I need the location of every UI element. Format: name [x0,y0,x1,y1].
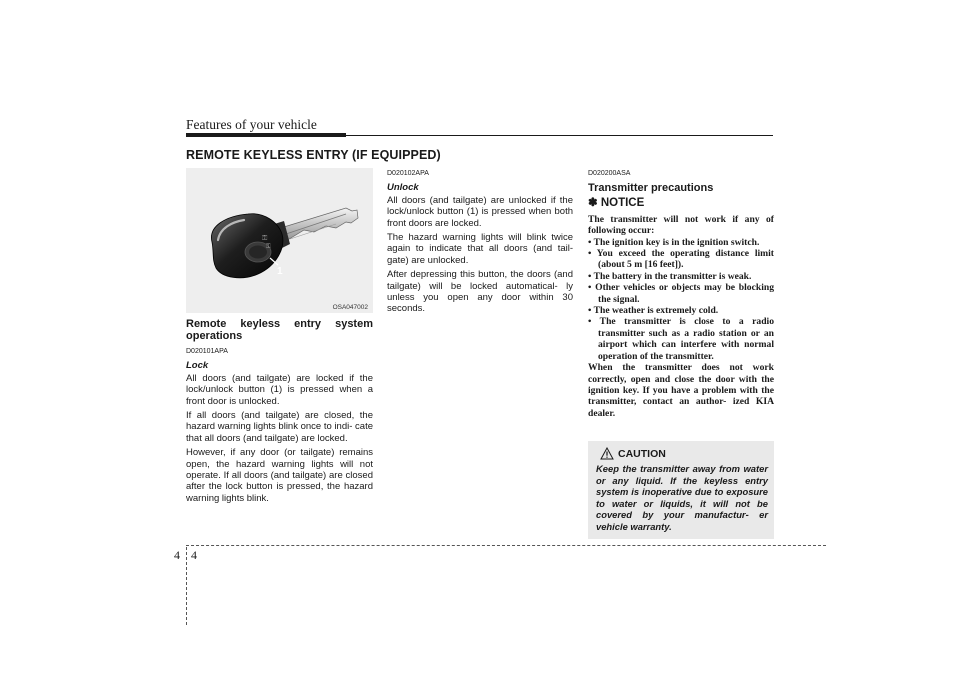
chapter-title: Features of your vehicle [186,117,317,132]
notice-outro: When the transmitter does not work correctly, open and close the door with the ignition key. If you have a problem with the transmitter, contact an author- ized KIA dealer. [588,362,774,419]
paragraph: If all doors (and tailgate) are closed, the hazard warning lights blink once to indi- cate that all doors (and tailgate) are locked. [186,410,373,444]
paragraph: All doors (and tailgate) are unlocked if the lock/unlock button (1) is pressed when both front doors are locked. [387,194,573,229]
heading-transmitter-precautions: Transmitter precautions [588,182,714,195]
subheading-unlock: Unlock [387,182,419,194]
remote-key-illustration [186,168,373,313]
figure-label: OSA047002 [332,304,368,311]
notice-list [588,237,774,362]
list-item: • The transmitter is close to a radio transmitter such as a radio station or an airport which can interfere with normal operation of the transmitter. [588,316,774,362]
footer-rule [186,545,826,546]
section-title: REMOTE KEYLESS ENTRY (IF EQUIPPED) [186,148,441,162]
notice-title: ✽ NOTICE [588,197,645,210]
caution-text: Keep the transmitter away from water or any liquid. If the keyless entry system is inoperative due to exposure to water or liquids, it will not be covered by your manufactur- er vehicle warranty. [596,463,768,532]
notice-intro: The transmitter will not work if any of following occur: [588,213,774,237]
svg-text:⚿: ⚿ [266,243,271,250]
paragraph: After depressing this button, the doors (and tailgate) will be locked automatical- ly unless you open any door within 30 seconds. [387,269,573,315]
list-item: • The weather is extremely cold. [588,305,719,317]
doc-code: D020200ASA [588,170,631,177]
header-bar [186,133,346,137]
paragraph: However, if any door (or tailgate) remains open, the hazard warning lights will not operate. If all doors (and tailgate) are closed after the lock button is pressed, the hazard warning lights blink. [186,447,373,504]
caution-box [588,441,774,539]
column-right [588,168,774,419]
subheading-lock: Lock [186,360,209,372]
list-item: • You exceed the operating distance limit (about 5 m [16 feet]). [588,248,774,271]
paragraph: All doors (and tailgate) are locked if the lock/unlock button (1) is pressed when a front door is unlocked. [186,372,373,407]
doc-code: D020102APA [387,170,429,177]
doc-code: D020101APA [186,348,228,355]
svg-text:⚿: ⚿ [262,234,268,242]
header-rule [346,135,773,136]
heading-rke-operations: Remote keyless entry system operations [186,318,373,342]
list-item: • The battery in the transmitter is weak. [588,270,752,282]
list-item: • Other vehicles or objects may be blocking the signal. [588,282,774,305]
footer-vertical-rule [186,547,187,625]
column-left [186,318,373,507]
notice-body [588,214,774,419]
list-item: • The ignition key is in the ignition switch. [588,236,760,248]
warning-triangle-icon [600,447,614,460]
paragraph: The hazard warning lights will blink twice again to indicate that all doors (and tail- gate) are unlocked. [387,232,573,266]
page-number: 4 [191,548,197,562]
chapter-number: 4 [174,548,180,562]
column-middle [387,168,573,318]
caution-title: CAUTION [618,448,666,460]
figure-callout-number: 1 [277,266,283,277]
key-figure [186,168,373,313]
